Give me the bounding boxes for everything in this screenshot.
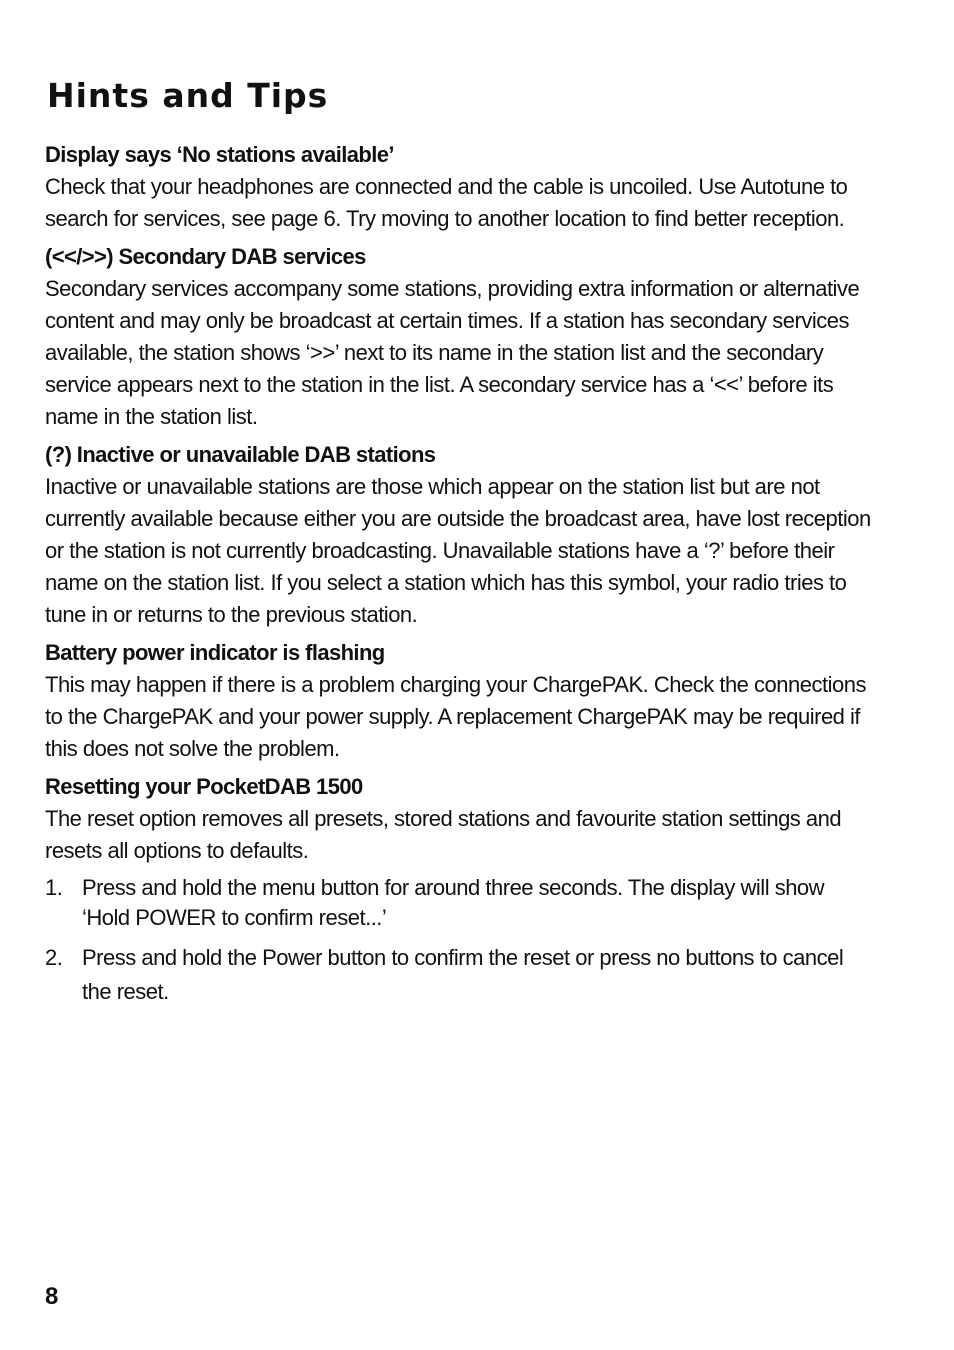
step-text: Press and hold the menu button for around three seconds. The display will show ‘Hold POWER to confirm reset...’	[82, 875, 825, 930]
section-heading: Display says ‘No stations available’	[45, 142, 394, 167]
section-body: This may happen if there is a problem charging your ChargePAK. Check the connections to the ChargePAK and your power supply. A replacement ChargePAK may be required if this does not solve the problem.	[45, 672, 866, 761]
reset-steps-list	[45, 873, 875, 1009]
section-body: Inactive or unavailable stations are those which appear on the station list but are not currently available because either you are outside the broadcast area, have lost reception or the station is not currently broadcasting. Unavailable stations have a ‘?’ before their name on the station list. If you select a station which has this symbol, your radio tries to tune in or returns to the previous station.	[45, 474, 871, 627]
step-text: Press and hold the Power button to confirm the reset or press no buttons to cancel the reset.	[82, 945, 844, 1004]
section-body: Secondary services accompany some stations, providing extra information or alternative content and may only be broadcast at certain times. If a station has secondary services available, the station shows ‘>>’ next to its name in the station list and the secondary service appears next to the station in the list. A secondary service has a ‘<<’ before its name in the station list.	[45, 276, 860, 429]
section-heading: (?) Inactive or unavailable DAB stations	[45, 442, 436, 467]
page-title: Hints and Tips	[47, 76, 329, 115]
section-heading: (<</>>) Secondary DAB services	[45, 244, 366, 269]
section-no-stations	[45, 139, 875, 235]
section-inactive-stations	[45, 439, 875, 631]
list-item	[45, 873, 875, 933]
section-heading: Battery power indicator is flashing	[45, 640, 385, 665]
section-battery-indicator	[45, 637, 875, 765]
section-body: Check that your headphones are connected and the cable is uncoiled. Use Autotune to search for services, see page 6. Try moving to another location to find better reception.	[45, 174, 848, 231]
section-body: The reset option removes all presets, stored stations and favourite station settings and resets all options to defaults.	[45, 806, 842, 863]
list-item	[45, 941, 875, 1009]
step-number: 2.	[45, 945, 63, 970]
section-secondary-services	[45, 241, 875, 433]
page-number: 8	[45, 1283, 59, 1310]
section-resetting	[45, 771, 875, 1009]
page-content	[45, 139, 875, 1017]
section-heading: Resetting your PocketDAB 1500	[45, 774, 363, 799]
step-number: 1.	[45, 875, 63, 900]
